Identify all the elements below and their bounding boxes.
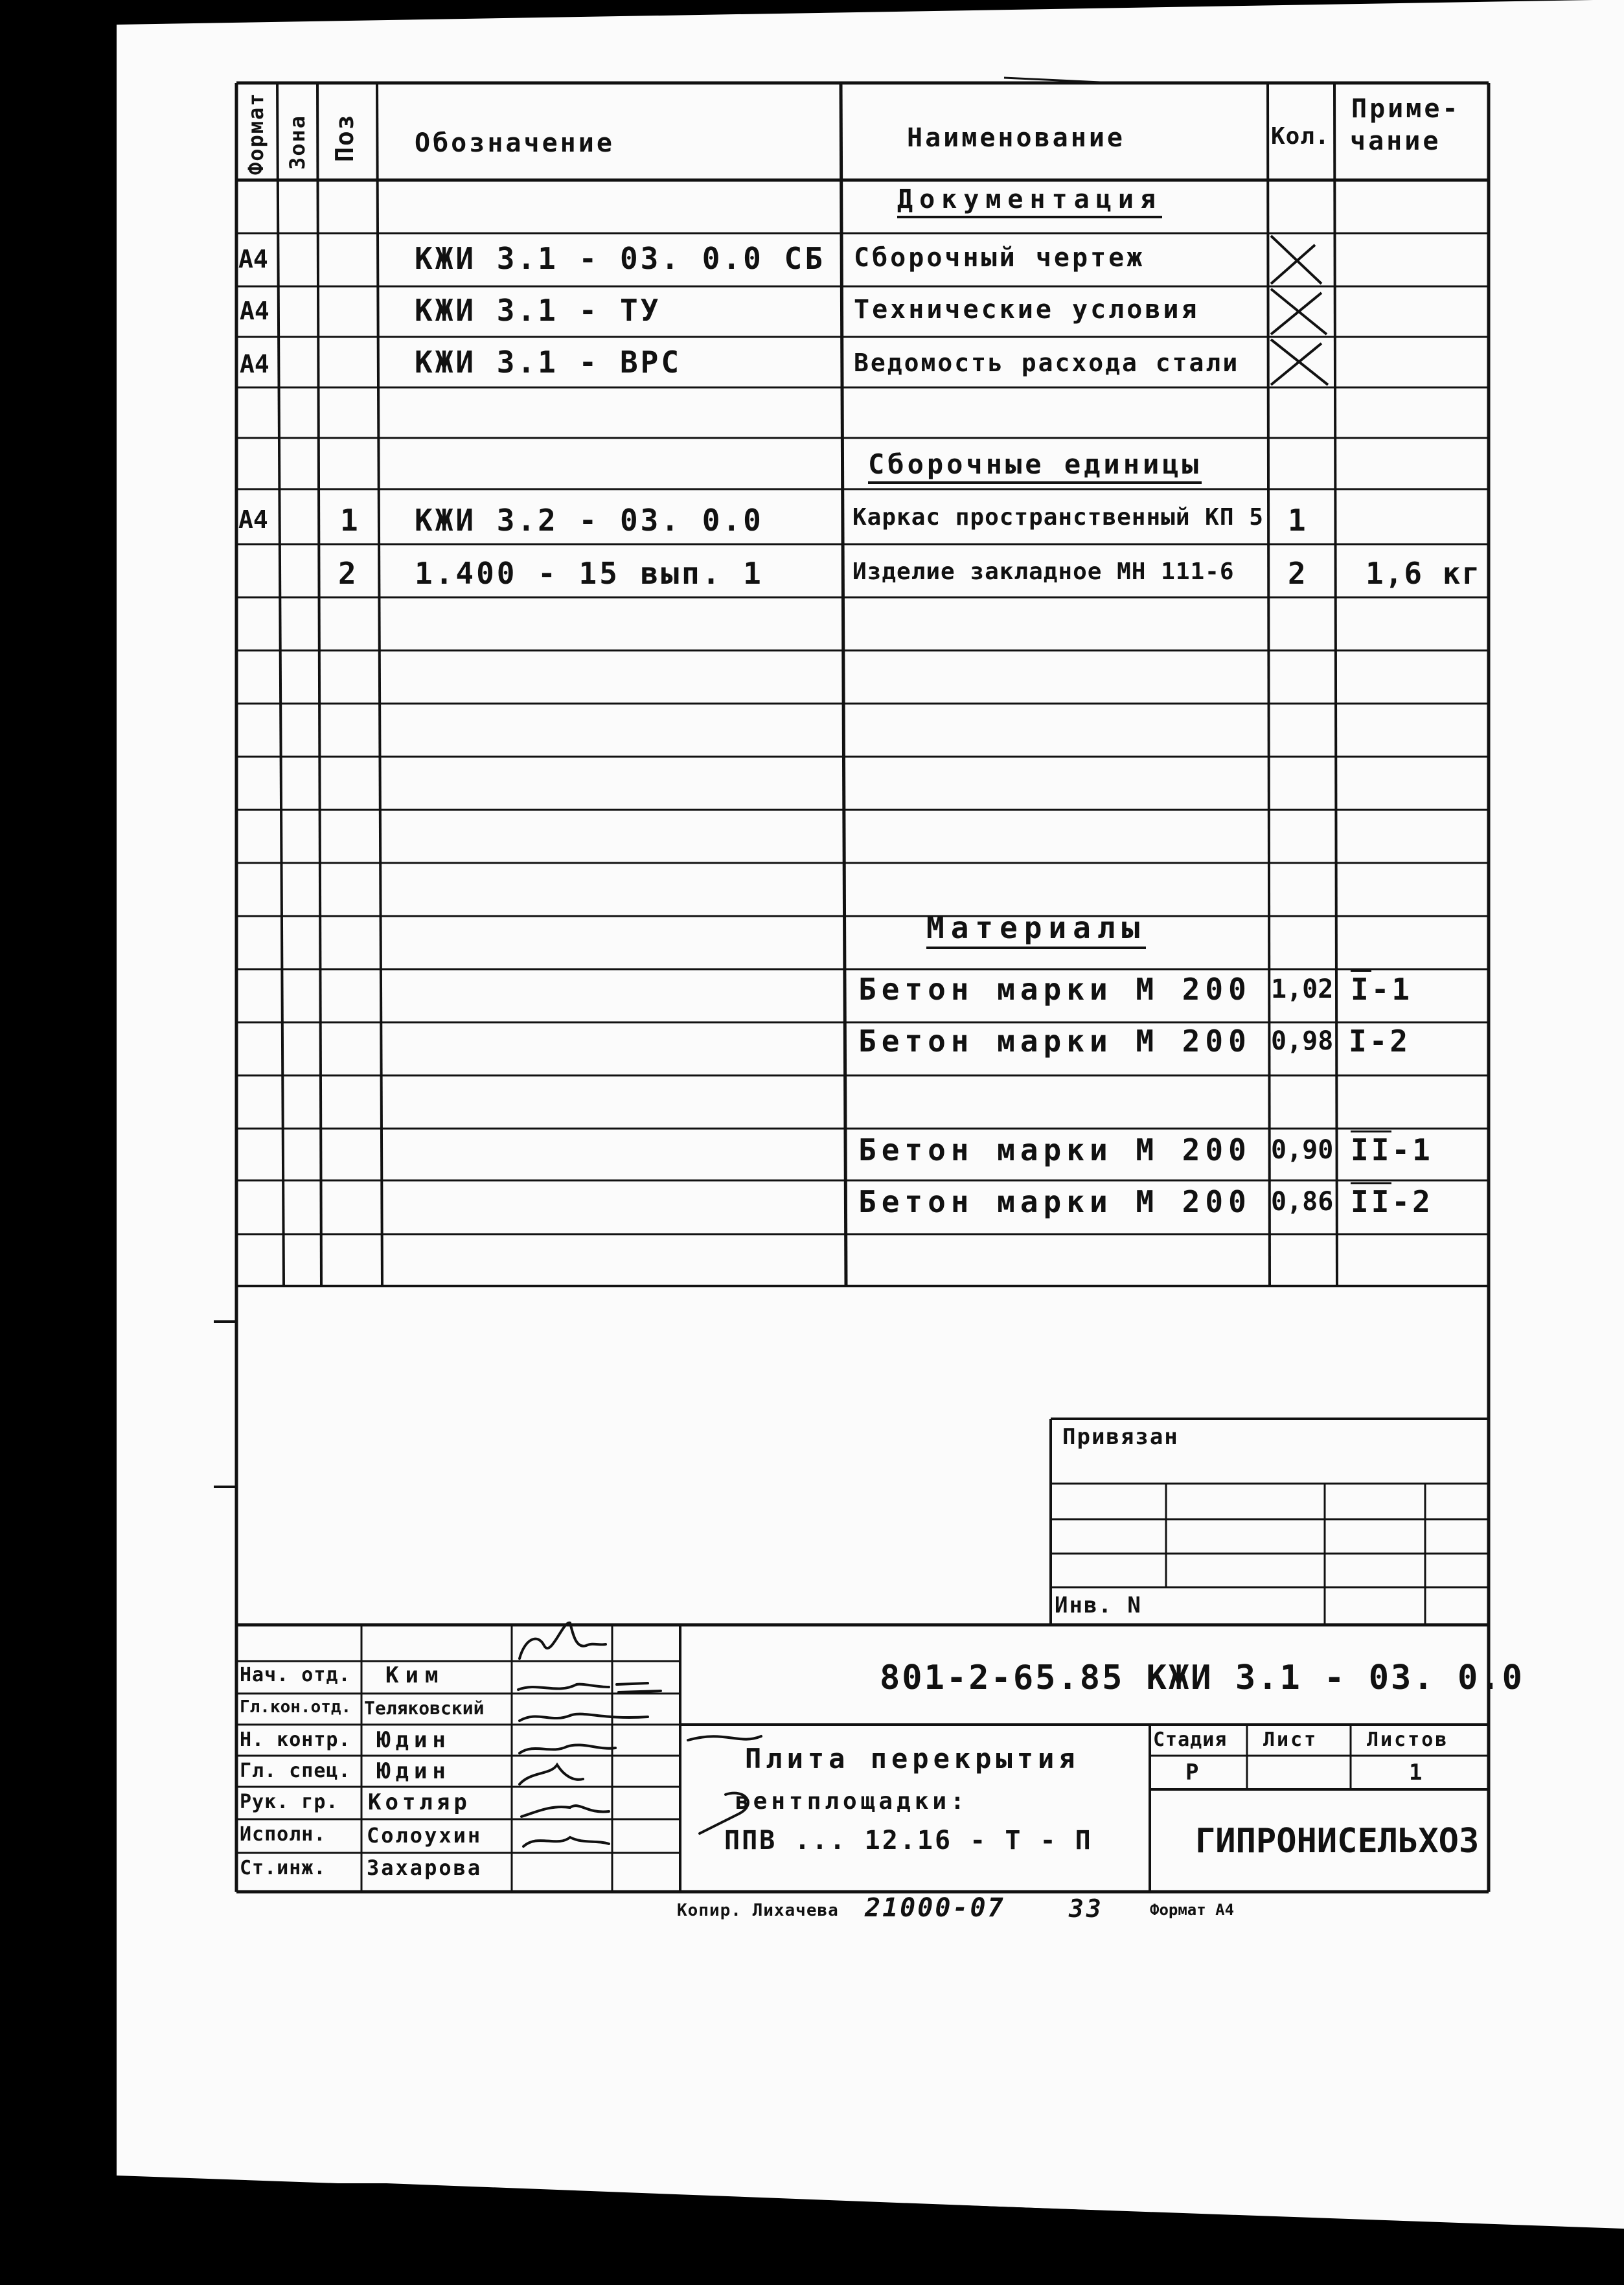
mat-row-3-note-suffix: -1 bbox=[1391, 1132, 1433, 1167]
mat-row-2-qty: 0,98 bbox=[1271, 1026, 1334, 1056]
name-2: Теляковский bbox=[364, 1697, 485, 1719]
section-assembly-units: Сборочные единицы bbox=[868, 448, 1202, 484]
sheets-value: 1 bbox=[1409, 1760, 1424, 1786]
col-format-header: Формат bbox=[244, 92, 268, 175]
title-line-3: ППВ ... 12.16 - Т - П bbox=[724, 1826, 1093, 1855]
col-note-header-line2: чание bbox=[1350, 126, 1441, 156]
organization-name: ГИПРОНИСЕЛЬХОЗ bbox=[1195, 1822, 1480, 1861]
sheet-label: Лист bbox=[1263, 1728, 1318, 1751]
doc-row-1-designation: КЖИ 3.1 - 03. 0.0 СБ bbox=[415, 241, 825, 276]
footer-order-number: 21000-07 bbox=[865, 1893, 1005, 1923]
doc-row-2-name: Технические условия bbox=[854, 295, 1200, 325]
binding-title: Привязан bbox=[1062, 1424, 1179, 1450]
stage-label: Стадия bbox=[1153, 1728, 1228, 1751]
col-zone-header: Зона bbox=[285, 114, 310, 170]
col-note-header-line1: Приме- bbox=[1351, 94, 1461, 124]
mat-row-2-name: Бетон марки М 200 bbox=[858, 1024, 1252, 1059]
doc-row-1-name: Сборочный чертеж bbox=[854, 243, 1145, 273]
col-pos-header: Поз bbox=[330, 113, 359, 162]
role-6: Исполн. bbox=[240, 1823, 326, 1846]
mat-row-2-note-roman: I bbox=[1349, 1024, 1369, 1059]
role-4: Гл. спец. bbox=[240, 1760, 351, 1782]
title-line-2: вентплощадки: bbox=[735, 1788, 968, 1815]
mat-row-3-note-roman: II bbox=[1351, 1131, 1391, 1167]
asm-row-1-name: Каркас пространственный КП 5 bbox=[852, 504, 1264, 531]
mat-row-3-qty: 0,90 bbox=[1271, 1135, 1334, 1165]
document-code: 801-2-65.85 КЖИ 3.1 - 03. 0.0 bbox=[880, 1659, 1524, 1697]
role-2: Гл.кон.отд. bbox=[240, 1697, 352, 1717]
asm-row-2-note: 1,6 кг bbox=[1366, 556, 1481, 591]
asm-row-2-pos: 2 bbox=[338, 556, 359, 591]
doc-row-2-designation: КЖИ 3.1 - ТУ bbox=[415, 293, 661, 328]
footer-format-label: Формат А4 bbox=[1150, 1901, 1235, 1919]
name-4: Юдин bbox=[377, 1758, 451, 1784]
asm-row-1-format: А4 bbox=[238, 505, 268, 534]
section-documentation: Документация bbox=[897, 185, 1162, 218]
mat-row-4-note-roman: II bbox=[1351, 1182, 1391, 1219]
role-1: Нач. отд. bbox=[240, 1664, 351, 1686]
role-7: Ст.инж. bbox=[240, 1857, 326, 1879]
asm-row-1-designation: КЖИ 3.2 - 03. 0.0 bbox=[415, 503, 764, 538]
role-3: Н. контр. bbox=[240, 1728, 351, 1751]
mat-row-1-note-suffix: -1 bbox=[1371, 972, 1413, 1007]
mat-row-4-qty: 0,86 bbox=[1271, 1187, 1334, 1217]
asm-row-2-name: Изделие закладное МН 111-6 bbox=[852, 558, 1235, 585]
doc-row-2-format: А4 bbox=[240, 297, 269, 325]
mat-row-1-qty: 1,02 bbox=[1271, 974, 1334, 1004]
mat-row-1-note-roman: I bbox=[1351, 970, 1371, 1007]
name-5: Котляр bbox=[368, 1789, 471, 1815]
mat-row-1-name: Бетон марки М 200 bbox=[858, 972, 1252, 1007]
doc-row-3-designation: КЖИ 3.1 - ВРС bbox=[415, 345, 682, 380]
asm-row-1-pos: 1 bbox=[340, 503, 361, 538]
section-materials: Материалы bbox=[926, 910, 1146, 949]
doc-row-3-name: Ведомость расхода стали bbox=[854, 349, 1240, 377]
col-designation-header: Обозначение bbox=[415, 128, 615, 158]
name-1: Ким bbox=[385, 1662, 445, 1688]
doc-row-1-format: А4 bbox=[238, 245, 268, 273]
footer-copied-by: Копир. Лихачева bbox=[677, 1901, 839, 1920]
mat-row-2-note-suffix: -2 bbox=[1369, 1024, 1411, 1059]
binding-inv-label: Инв. N bbox=[1055, 1592, 1142, 1618]
mat-row-4-note-suffix: -2 bbox=[1391, 1184, 1433, 1219]
asm-row-2-qty: 2 bbox=[1288, 556, 1309, 591]
role-5: Рук. гр. bbox=[240, 1791, 339, 1813]
col-name-header: Наименование bbox=[907, 123, 1125, 153]
asm-row-1-qty: 1 bbox=[1288, 503, 1309, 538]
footer-page-number: 33 bbox=[1069, 1894, 1104, 1923]
title-line-1: Плита перекрытия bbox=[745, 1743, 1080, 1774]
sheets-label: Листов bbox=[1367, 1728, 1449, 1751]
doc-row-3-format: А4 bbox=[240, 350, 269, 378]
mat-row-4-name: Бетон марки М 200 bbox=[858, 1184, 1252, 1219]
name-3: Юдин bbox=[377, 1727, 451, 1753]
name-7: Захарова bbox=[367, 1855, 483, 1880]
stage-value: Р bbox=[1185, 1760, 1201, 1786]
asm-row-2-designation: 1.400 - 15 вып. 1 bbox=[415, 556, 764, 591]
col-qty-header: Кол. bbox=[1271, 123, 1330, 150]
mat-row-3-name: Бетон марки М 200 bbox=[858, 1132, 1252, 1167]
name-6: Солоухин bbox=[367, 1823, 483, 1848]
